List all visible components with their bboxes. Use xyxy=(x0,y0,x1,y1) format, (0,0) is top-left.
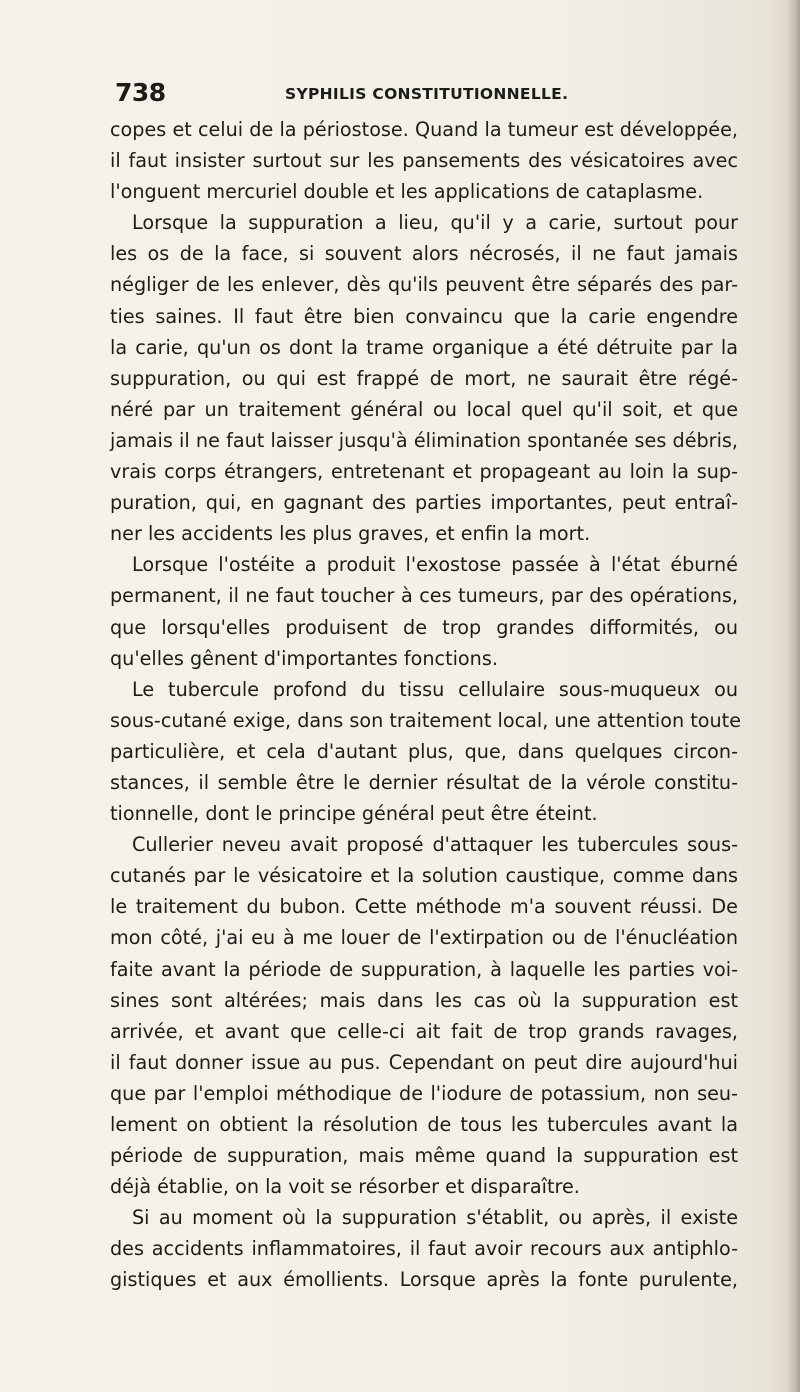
text-line: ner les accidents les plus graves, et enfin la mort. xyxy=(110,522,591,546)
text-line: sous-cutané exige, dans son traitement local, une attention toute xyxy=(110,708,742,732)
text-line: vrais corps étrangers, entretenant et propageant au loin la sup- xyxy=(110,460,738,484)
text-line: période de suppuration, mais même quand la suppuration est xyxy=(110,1144,738,1168)
text-line: permanent, il ne faut toucher à ces tumeurs, par des opérations, xyxy=(110,584,738,608)
text-line: que par l'emploi méthodique de l'iodure de potassium, non seu- xyxy=(110,1081,738,1105)
text-line: jamais il ne faut laisser jusqu'à élimination spontanée ses débris, xyxy=(110,428,738,452)
text-line: stances, il semble être le dernier résultat de la vérole constitu- xyxy=(110,770,738,794)
text-line: suppuration, ou qui est frappé de mort, ne saurait être régé- xyxy=(110,366,738,390)
text-line: particulière, et cela d'autant plus, que, dans quelques circon- xyxy=(110,739,738,763)
text-line: néré par un traitement général ou local quel qu'il soit, et que xyxy=(110,397,738,421)
text-line: lement on obtient la résolution de tous les tubercules avant la xyxy=(110,1113,738,1136)
text-line: Lorsque la suppuration a lieu, qu'il y a carie, surtout pour xyxy=(132,211,738,235)
text-line: arrivée, et avant que celle-ci ait fait de trop grands ravages, xyxy=(110,1019,738,1043)
text-line: copes et celui de la périostose. Quand la tumeur est développée, xyxy=(110,118,738,141)
text-line: il faut insister surtout sur les pansements des vésicatoires avec xyxy=(110,149,738,173)
text-line: ties saines. Il faut être bien convaincu que la carie engendre xyxy=(110,304,738,328)
text-line: Cullerier neveu avait proposé d'attaquer les tubercules sous- xyxy=(132,833,738,857)
text-line: Lorsque l'ostéite a produit l'exostose passée à l'état éburné xyxy=(132,553,738,577)
running-title: SYPHILIS CONSTITUTIONNELLE. xyxy=(285,85,569,103)
page-number: 738 xyxy=(115,78,166,107)
text-line: gistiques et aux émollients. Lorsque après la fonte purulente, xyxy=(110,1268,738,1292)
text-line: que lorsqu'elles produisent de trop grandes difformités, ou xyxy=(110,615,738,639)
text-line: la carie, qu'un os dont la trame organique a été détruite par la xyxy=(110,335,738,359)
text-line: des accidents inflammatoires, il faut avoir recours aux antiphlo- xyxy=(110,1237,738,1261)
text-line: il faut donner issue au pus. Cependant on peut dire aujourd'hui xyxy=(110,1050,738,1074)
text-line: Si au moment où la suppuration s'établit, ou après, il existe xyxy=(132,1206,738,1230)
text-line: les os de la face, si souvent alors nécrosés, il ne faut jamais xyxy=(110,242,738,266)
text-line: cutanés par le vésicatoire et la solution caustique, comme dans xyxy=(110,864,738,888)
text-line: faite avant la période de suppuration, à laquelle les parties voi- xyxy=(110,957,738,981)
text-line: tionnelle, dont le principe général peut être éteint. xyxy=(110,802,598,826)
text-line: sines sont altérées; mais dans les cas où la suppuration est xyxy=(110,988,738,1012)
body-text xyxy=(110,114,742,1296)
text-line: mon côté, j'ai eu à me louer de l'extirpation ou de l'énucléation xyxy=(110,926,738,950)
text-line: l'onguent mercuriel double et les applications de cataplasme. xyxy=(110,180,704,204)
text-line: négliger de les enlever, dès qu'ils peuvent être séparés des par- xyxy=(110,273,738,297)
text-line: qu'elles gênent d'importantes fonctions. xyxy=(110,646,498,670)
text-line: puration, qui, en gagnant des parties importantes, peut entraî- xyxy=(110,491,738,515)
page-header xyxy=(115,78,745,108)
text-line: Le tubercule profond du tissu cellulaire sous-muqueux ou xyxy=(132,677,738,701)
text-line: déjà établie, on la voit se résorber et disparaître. xyxy=(110,1175,580,1199)
text-line: le traitement du bubon. Cette méthode m'a souvent réussi. De xyxy=(110,895,738,919)
page-edge-shadow xyxy=(786,0,800,1392)
